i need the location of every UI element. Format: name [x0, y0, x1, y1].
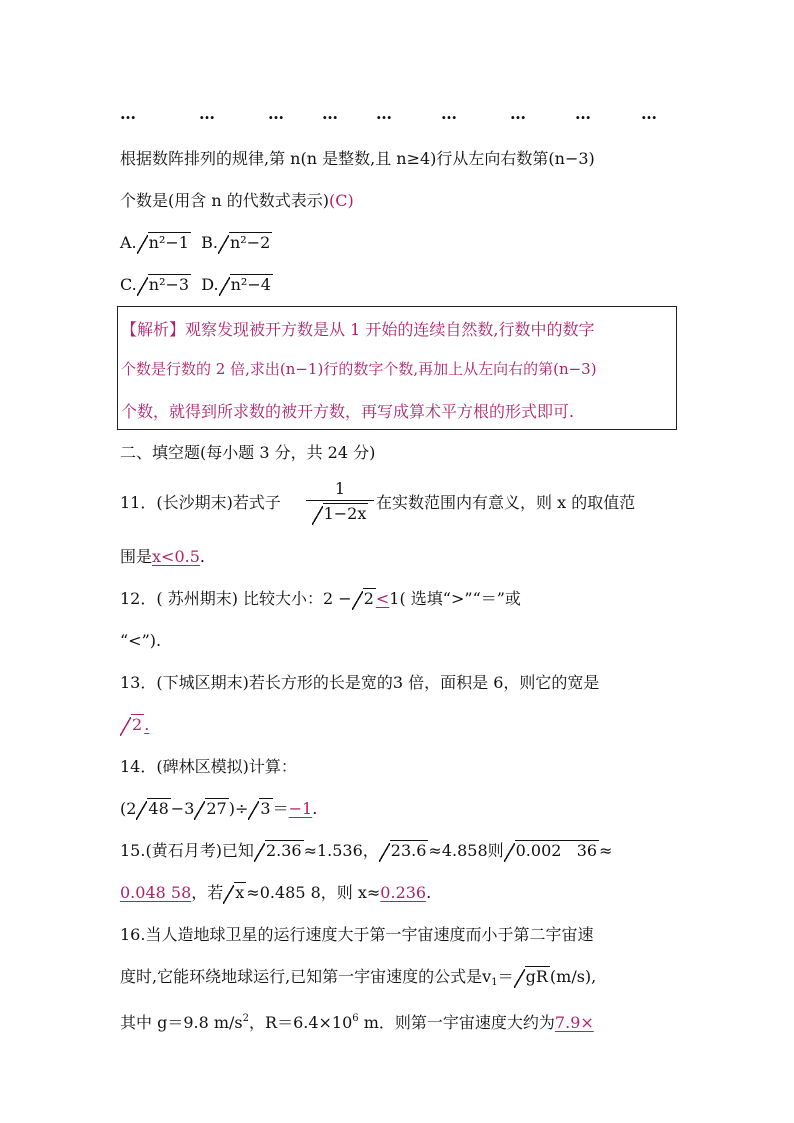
section-heading: 二、填空题(每小题 3 分，共 24 分)	[120, 443, 376, 462]
q16-sqrt	[514, 966, 550, 988]
ellipsis: …	[120, 104, 137, 123]
analysis-box	[117, 306, 677, 430]
ellipsis: …	[510, 104, 527, 123]
q14-answer: −1	[288, 799, 313, 818]
q14-line2	[120, 798, 317, 820]
q13-line2	[120, 714, 149, 736]
option-c-sqrt	[137, 274, 191, 296]
q14-expr-d: ＝	[272, 799, 289, 818]
q11-line2	[120, 546, 205, 568]
q16-line3	[120, 1008, 594, 1034]
q15-sqrt-1	[254, 840, 304, 862]
ellipsis: …	[268, 104, 285, 123]
q12-radicand: 2	[363, 589, 374, 608]
option-b-radicand: n²−2	[229, 233, 271, 252]
q14-expr-c: )÷	[228, 799, 249, 818]
q10-answer: (C)	[328, 191, 354, 210]
q12-post: 1( 选填“>”“＝”或	[389, 589, 521, 608]
q16-line2	[120, 966, 596, 994]
q15-radicand-4: x	[235, 883, 245, 902]
q15-sqrt-2	[379, 840, 429, 862]
option-a-sqrt	[137, 232, 191, 254]
q11-fraction	[306, 480, 374, 524]
q16-line1: 16.当人造地球卫星的运行速度大于第一宇宙速度而小于第二宇宙速	[120, 925, 594, 944]
q16-answer: 7.9×	[554, 1013, 594, 1032]
q14-sqrt-2	[194, 798, 228, 820]
q14-sqrt-1	[136, 798, 170, 820]
q10-stem-text: 个数是(用含 n 的代数式表示)	[120, 191, 329, 210]
q15-sqrt-4	[223, 882, 246, 904]
analysis-line3: 个数，就得到所求数的被开方数，再写成算术平方根的形式即可.	[121, 402, 575, 421]
q16-equals: ＝	[497, 967, 514, 986]
ellipsis: …	[376, 104, 393, 123]
q10-options-cd	[120, 274, 273, 296]
q15-answer-2: 0.236	[380, 883, 427, 902]
q11-line1-post: 在实数范围内有意义，则 x 的取值范	[376, 493, 636, 512]
q11-line2-end: .	[199, 547, 205, 566]
q15-radicand-2: 23.6	[390, 841, 427, 860]
q14-expr-b: −3	[170, 799, 195, 818]
q15-mid-1: ≈1.536，	[303, 841, 379, 860]
q15-mid-3: ≈	[599, 841, 613, 860]
q11-denominator-radicand: 1−2x	[323, 504, 367, 523]
q12-sqrt	[352, 588, 376, 610]
option-d-radicand: n²−4	[230, 275, 271, 294]
q16-superscript-2: 6	[352, 1013, 359, 1024]
q16-radicand: gR	[525, 967, 548, 986]
q14-expr-a: (2	[120, 799, 137, 818]
q14-radicand-1: 48	[148, 799, 169, 818]
ellipsis: …	[322, 104, 339, 123]
q14-sqrt-3	[248, 798, 272, 820]
q12-pre: 12．( 苏州期末) 比较大小：2 −	[120, 589, 352, 608]
q13-answer	[120, 715, 149, 734]
q13-answer-end: .	[144, 715, 150, 734]
q11-denominator-sqrt	[312, 503, 369, 524]
q11-line2-text: 围是	[120, 547, 153, 566]
q15-end: .	[426, 883, 432, 902]
ellipsis: …	[575, 104, 592, 123]
ellipsis: …	[441, 104, 458, 123]
q15-sqrt-3	[504, 840, 599, 862]
q12-answer: <	[375, 589, 390, 608]
q13-answer-sqrt	[120, 714, 144, 736]
ellipsis: …	[641, 104, 658, 123]
q16-superscript-1: 2	[242, 1013, 250, 1024]
q11-answer: x<0.5	[152, 547, 200, 566]
analysis-line2: 个数是行数的 2 倍,求出(n−1)行的数字个数,再加上从左向右的第(n−3)	[121, 360, 597, 378]
q10-stem-line1: 根据数阵排列的规律,第 n(n 是整数,且 n≥4)行从左向右数第(n−3)	[120, 149, 595, 168]
q15-radicand-1: 2.36	[265, 841, 302, 860]
q16-line3-post: m．则第一宇宙速度大约为	[358, 1013, 555, 1032]
q11-line1-pre: 11．(长沙期末)若式子	[120, 493, 281, 512]
option-d-label: D.	[201, 275, 219, 294]
option-a-label: A.	[120, 233, 137, 252]
q12-line2: “<”).	[120, 631, 162, 650]
q13-answer-radicand: 2	[132, 715, 143, 734]
q13-line1: 13．(下城区期末)若长方形的长是宽的3 倍，面积是 6，则它的宽是	[120, 673, 600, 692]
q15-radicand-3: 0.002 36	[515, 841, 598, 860]
option-c-label: C.	[120, 275, 137, 294]
q16-line3-mid: ，R＝6.4×10	[249, 1013, 353, 1032]
q16-line2-post: (m/s),	[549, 967, 597, 986]
q14-expr-e: .	[312, 799, 318, 818]
q14-radicand-2: 27	[206, 799, 227, 818]
q15-line1	[120, 840, 612, 862]
q16-subscript: 1	[491, 977, 498, 988]
q16-line2-pre: 度时,它能环绕地球运行,已知第一宇宙速度的公式是v	[120, 967, 492, 986]
option-b-label: B.	[201, 233, 218, 252]
q15-answer-1: 0.048 58	[120, 883, 192, 902]
ellipsis: …	[199, 104, 216, 123]
q15-pre: 15.(黄石月考)已知	[120, 841, 254, 860]
option-a-radicand: n²−1	[148, 233, 189, 252]
q14-radicand-3: 3	[260, 799, 271, 818]
q15-mid-5: ≈0.485 8，则 x≈	[246, 883, 381, 902]
q15-line2	[120, 882, 431, 904]
q15-mid-4: ，若	[191, 883, 224, 902]
analysis-line1: 【解析】观察发现被开方数是从 1 开始的连续自然数,行数中的数字	[121, 320, 595, 339]
q14-line1: 14．(碑林区模拟)计算：	[120, 757, 297, 776]
q10-stem-line2	[120, 190, 354, 212]
q10-options-ab	[120, 232, 272, 254]
q11-numerator: 1	[334, 479, 346, 498]
q12-line1	[120, 588, 521, 610]
option-d-sqrt	[219, 274, 273, 296]
option-c-radicand: n²−3	[148, 275, 190, 294]
q15-mid-2: ≈4.858则	[428, 841, 504, 860]
q16-line3-pre: 其中 g＝9.8 m/s	[120, 1013, 243, 1032]
option-b-sqrt	[218, 232, 272, 254]
